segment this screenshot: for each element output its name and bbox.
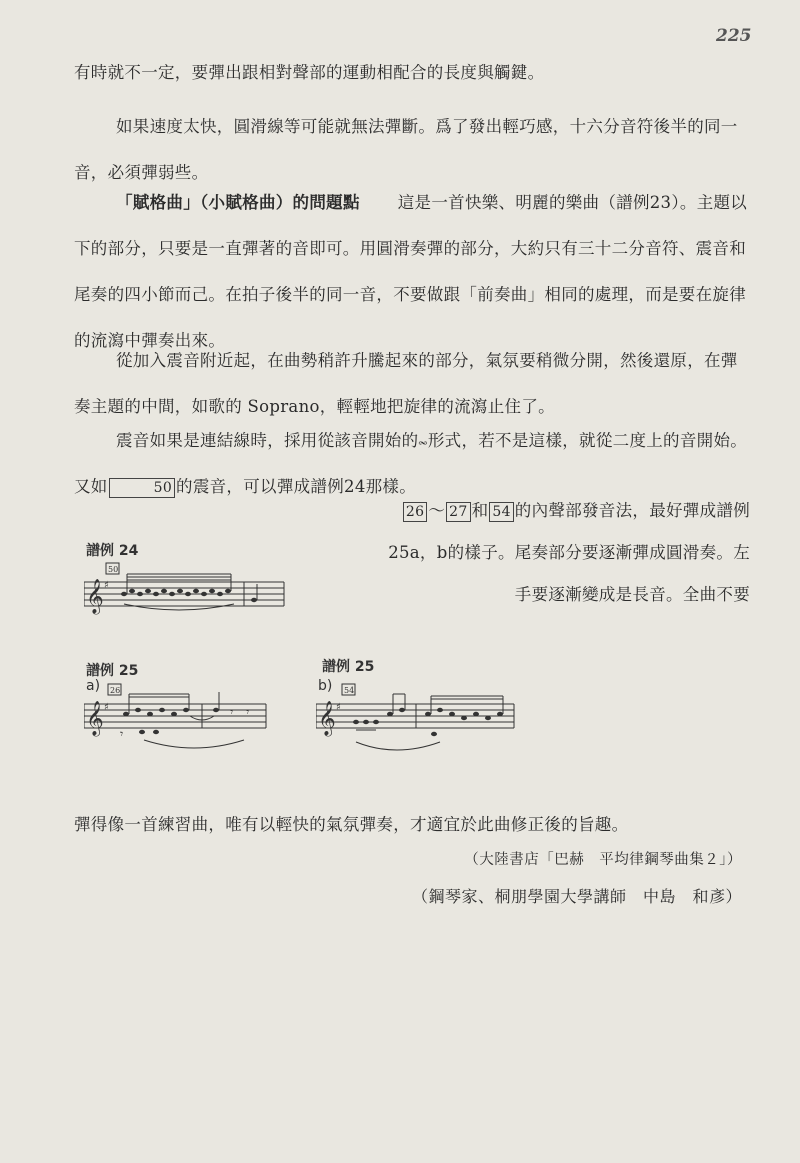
example-25b-label: 譜例 25 [322,659,375,675]
svg-text:♯: ♯ [104,580,109,591]
measure-box-50: 50 [109,478,175,498]
paragraph-2: 如果速度太快，圓滑線等可能就無法彈斷。爲了發出輕巧感，十六分音符後半的同一音，必須彈弱些。 [74,117,738,182]
measure-box-27: 27 [446,502,470,522]
tilde: ～ [428,501,446,520]
example-25a-label: 譜例 25 [86,663,139,679]
svg-text:♯: ♯ [336,702,341,713]
example-25a-sub: a) [86,678,101,694]
example-25a-score [84,680,274,760]
example-25b-score [316,680,522,760]
measure-box-54: 54 [489,502,513,522]
and-char: 和 [471,501,489,520]
svg-text:𝄾: 𝄾 [230,705,234,719]
side-text: 的內聲部發音法，最好彈成譜例25a，b的樣子。尾奏部分要逐漸彈成圓滑奏。左手要逐漸變成是長音。全曲不要 [388,501,750,604]
page-number: 225 [716,26,752,46]
example-25b-sub: b) [318,678,333,694]
side-paragraph [380,490,750,616]
example-24-measure: 50 [108,565,119,574]
svg-text:𝄾: 𝄾 [120,727,124,741]
section-heading: 「賦格曲」（小賦格曲）的問題點 [116,193,360,212]
paragraph-5-part-c: 的震音，可以彈成譜例24那樣。 [176,477,417,496]
example-24-label: 譜例 24 [86,543,139,559]
mordent-sign: 𝆗 [418,431,428,450]
example-25b-measure: 54 [344,686,355,695]
paragraph-4: 從加入震音附近起，在曲勢稍許升騰起來的部分，氣氛要稍微分開，然後還原，在彈奏主題的中間，如歌的 Soprano，輕輕地把旋律的流瀉止住了。 [74,351,738,416]
svg-text:♯: ♯ [104,702,109,713]
paragraph-3-body: 這是一首快樂、明麗的樂曲（譜例23）。主題以下的部分，只要是一直彈著的音即可。用圓滑奏彈的部分，大約只有三十二分音符、震音和尾奏的四小節而己。在拍子後半的同一音，不要做跟「前奏曲」相同的處理，而是要在旋律的流瀉中彈奏出來。 [74,193,748,350]
paragraph-3 [74,180,754,364]
paragraph-1: 有時就不一定，要彈出跟相對聲部的運動相配合的長度與觸鍵。 [74,63,545,82]
paragraph-5-part-a: 震音如果是連結線時，採用從該音開始的 [116,431,419,450]
paragraph-end: 彈得像一首練習曲，唯有以輕快的氣氛彈奏，才適宜於此曲修正後的旨趣。 [74,815,629,834]
svg-text:𝄞: 𝄞 [86,579,104,614]
measure-box-26: 26 [403,502,427,522]
svg-text:𝄞: 𝄞 [86,701,104,736]
credit-author: （鋼琴家、桐朋學園大學講師 中島 和彥） [411,887,742,906]
credit-source: （大陸書店「巴赫 平均律鋼琴曲集２」） [464,852,742,868]
svg-text:𝄾: 𝄾 [246,705,250,719]
example-24-score [84,560,294,616]
example-25a-measure: 26 [110,686,121,695]
svg-text:𝄞: 𝄞 [318,701,336,736]
paragraph-5-part-b: 形式，若不是這樣，就從二度上的音開始。又如 [74,431,748,496]
